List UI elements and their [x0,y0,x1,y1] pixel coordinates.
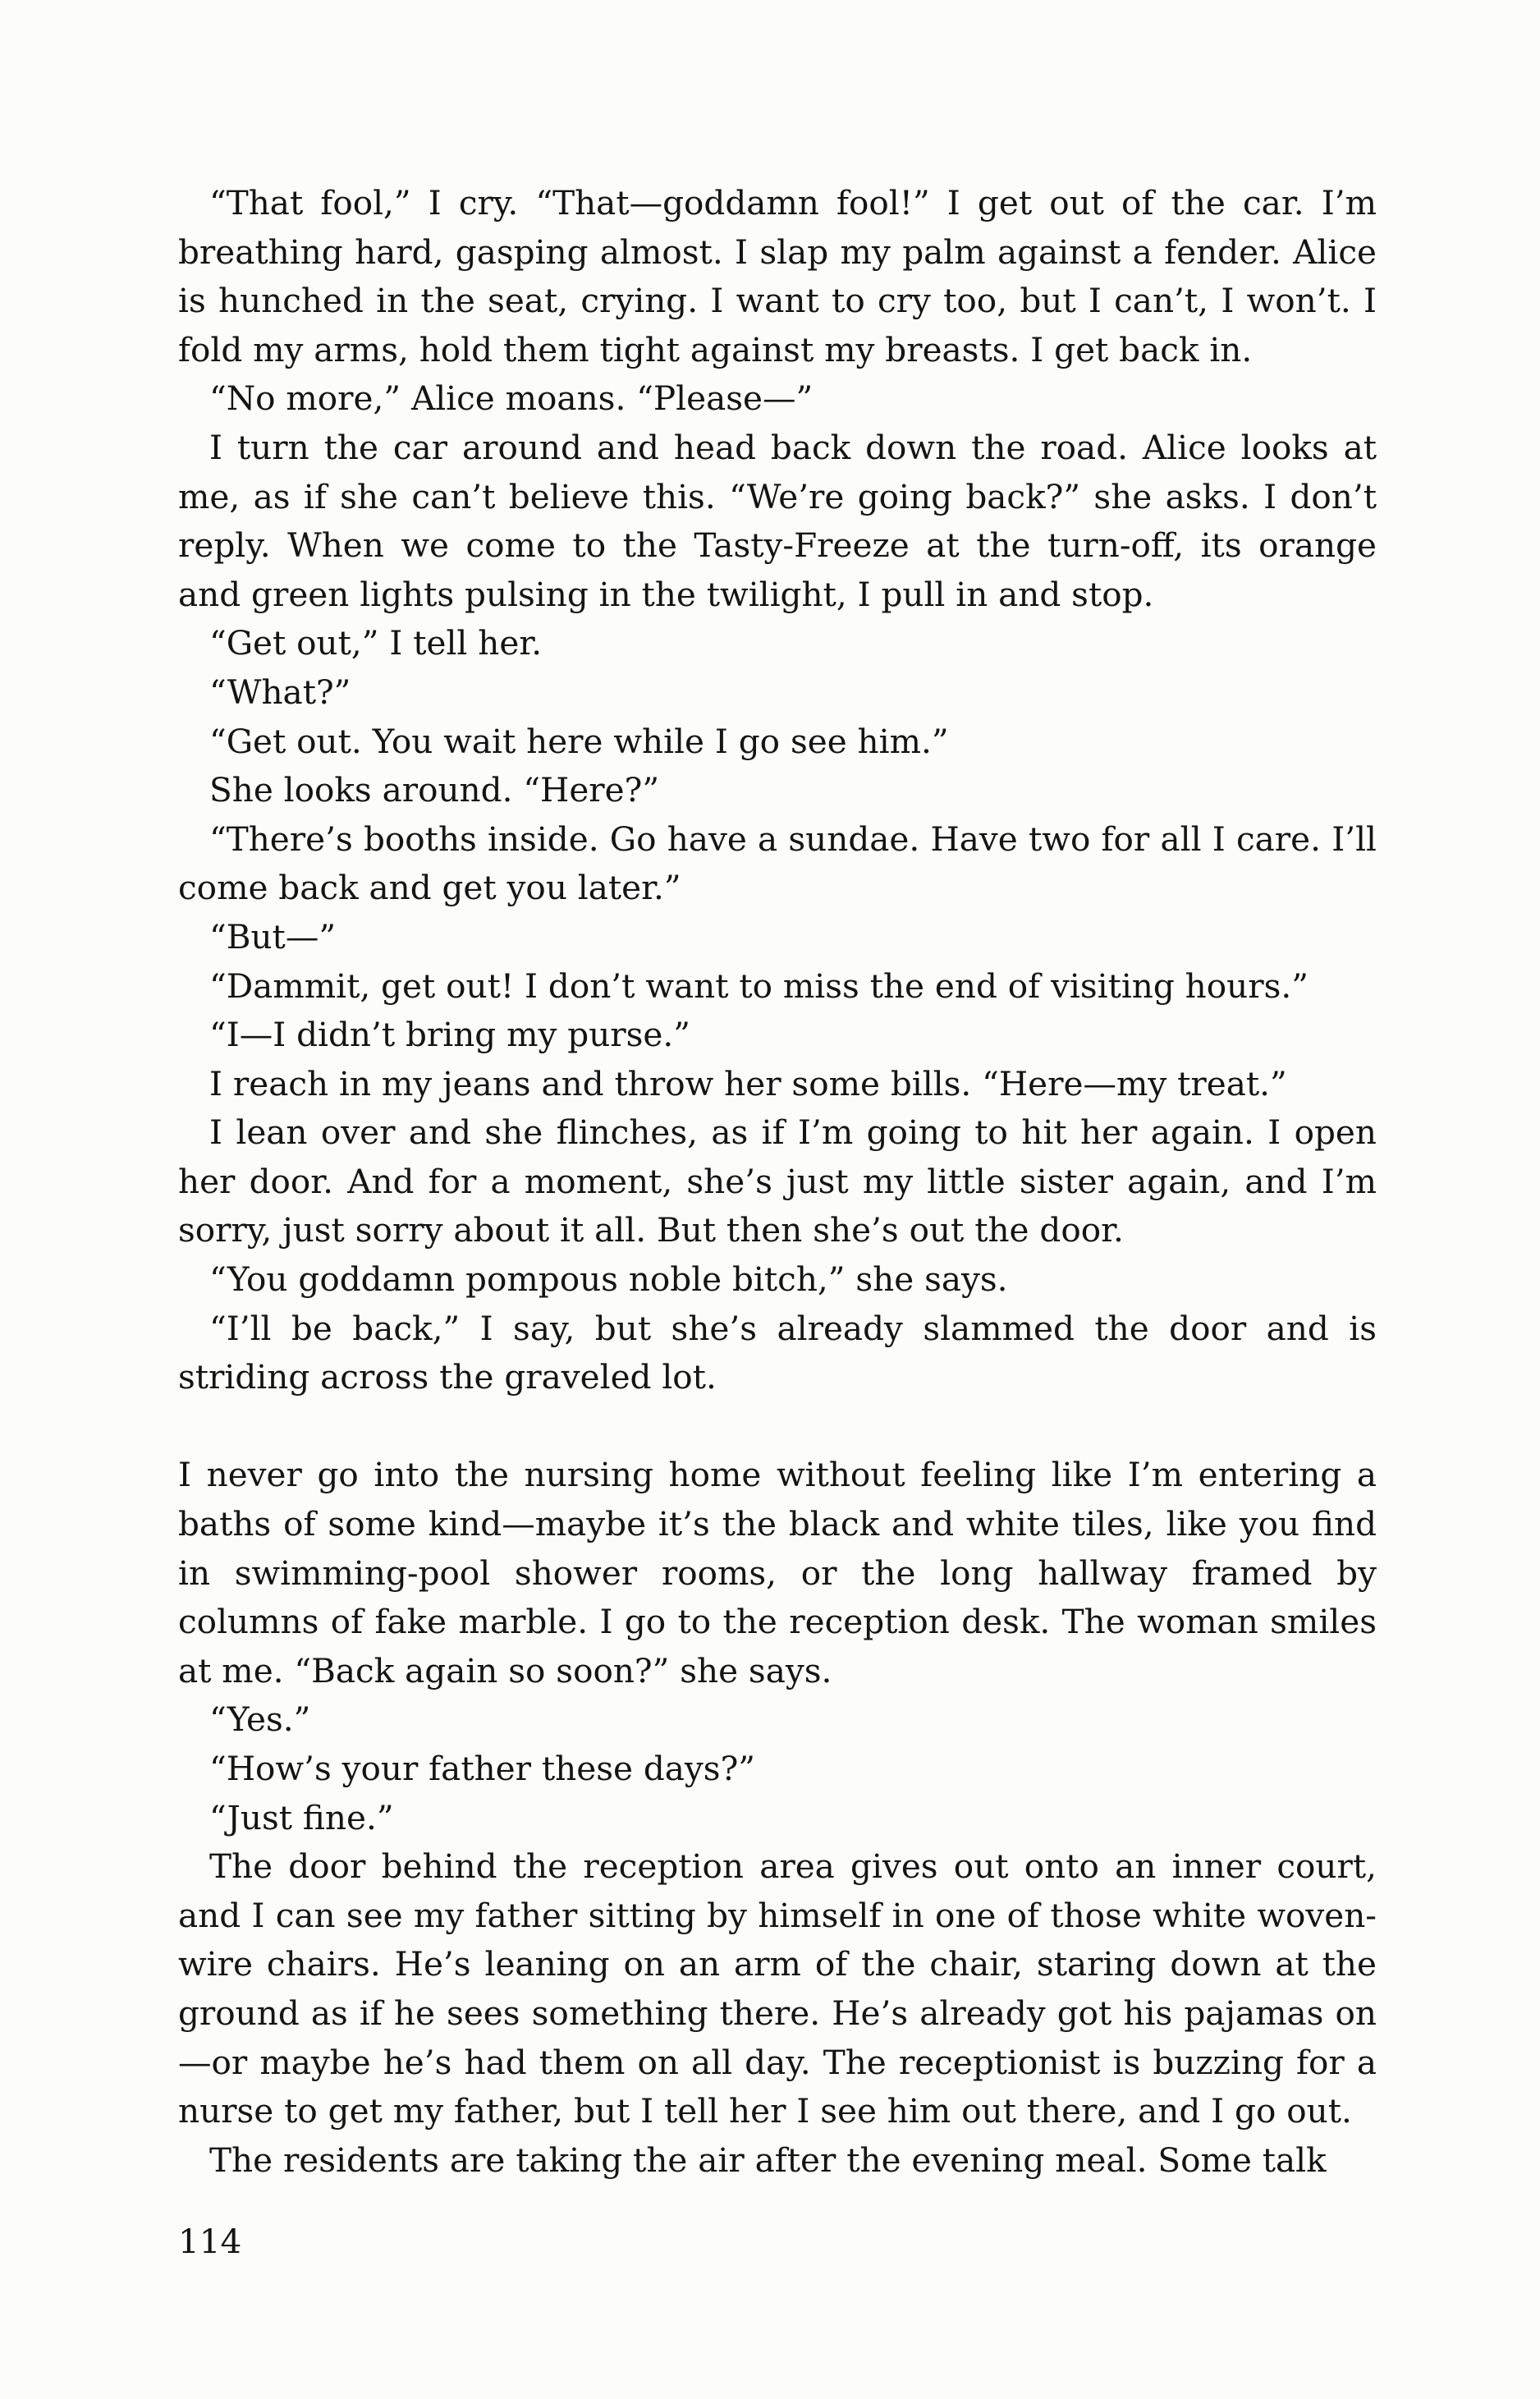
paragraph: “Get out. You wait here while I go see him.” [209,721,949,761]
paragraph: “There’s booths inside. Go have a sundae. Have two for all I care. I’ll come back and get you later.” [178,819,1377,908]
paragraph: The residents are taking the air after the evening meal. Some talk [209,2140,1327,2180]
paragraph: “How’s your father these days?” [209,1749,755,1788]
scene-break [178,1402,1377,1452]
paragraph: “But—” [209,916,337,956]
paragraph: I never go into the nursing home without feeling like I’m entering a baths of some kind—maybe it’s the black and white tiles, like you find in swimming-pool shower rooms, or the long hallway framed by columns of fake marble. I go to the reception desk. The woman smiles at me. “Back again so soon?” she says. [178,1455,1377,1690]
paragraph: “No more,” Alice moans. “Please—” [209,378,814,419]
page-number: 114 [178,2222,242,2261]
paragraph: The door behind the reception area gives out onto an inner court, and I can see my father sitting by himself in one of those white woven-wire chairs. He’s leaning on an arm of the chair, staring down at the ground as if he sees something there. He’s already got his pajamas on—or maybe he’s had them on all day. The receptionist is buzzing for a nurse to get my father, but I tell her I see him out there, and I go out. [178,1846,1377,2131]
paragraph: I reach in my jeans and throw her some bills. “Here—my treat.” [209,1063,1287,1103]
paragraph: “That fool,” I cry. “That—goddamn fool!” I get out of the car. I’m breathing hard, gasping almost. I slap my palm against a fender. Alice is hunched in the seat, crying. I want to cry too, but I can’t, I won’t. I fold my arms, hold them tight against my breasts. I get back in. [178,183,1377,369]
paragraph: I turn the car around and head back down the road. Alice looks at me, as if she can’t believe this. “We’re going back?” she asks. I don’t reply. When we come to the Tasty-Freeze at the turn-off, its orange and green lights pulsing in the twilight, I pull in and stop. [178,427,1377,614]
body-text [178,179,1377,2185]
paragraph: “You goddamn pompous noble bitch,” she says. [209,1259,1008,1300]
paragraph: She looks around. “Here?” [209,770,660,810]
paragraph: “I’ll be back,” I say, but she’s already slammed the door and is striding across the graveled lot. [178,1308,1377,1397]
paragraph: “Just fine.” [209,1797,394,1837]
paragraph: “Yes.” [209,1699,311,1740]
paragraph: “Dammit, get out! I don’t want to miss the end of visiting hours.” [209,966,1309,1006]
paragraph: “Get out,” I tell her. [209,623,543,663]
paragraph: “What?” [209,672,351,712]
paragraph: “I—I didn’t bring my purse.” [209,1015,690,1055]
paragraph: I lean over and she flinches, as if I’m going to hit her again. I open her door. And for a moment, she’s just my little sister again, and I’m sorry, just sorry about it all. But then she’s out the door. [178,1112,1377,1250]
